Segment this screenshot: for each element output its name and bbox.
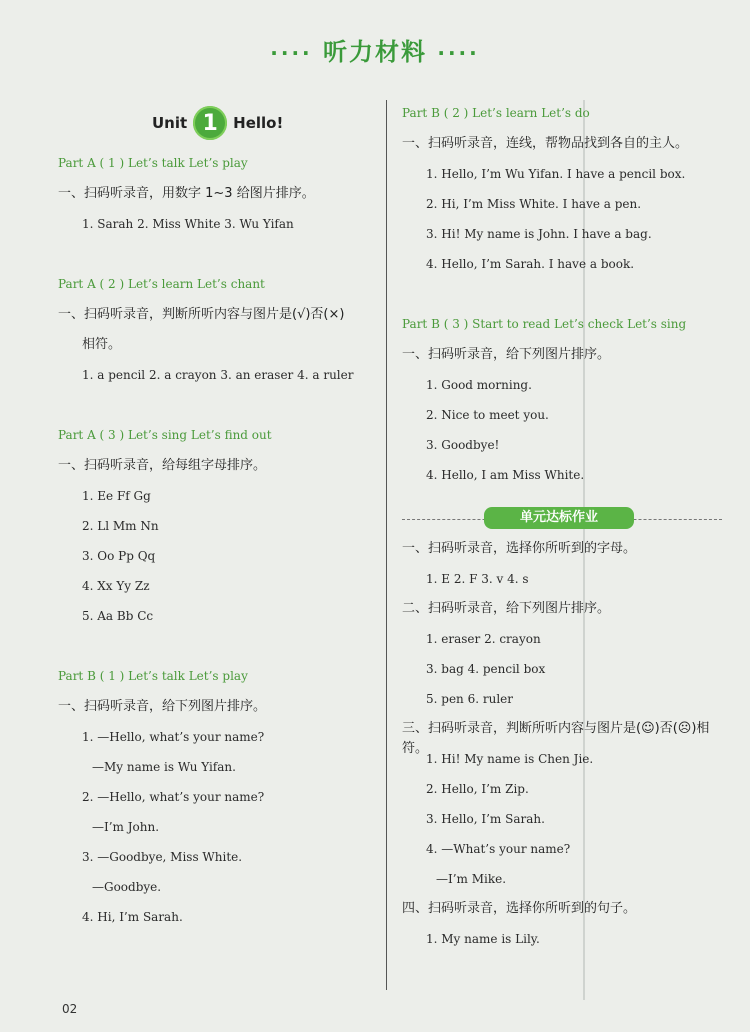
- answer-line: 3. Oo Pp Qq: [82, 549, 156, 563]
- unit-title: [152, 105, 283, 141]
- answer-line: 3. bag 4. pencil box: [426, 662, 546, 676]
- column-divider: [386, 100, 387, 990]
- answer-line: 2. Ll Mm Nn: [82, 519, 159, 533]
- section-heading: Part A ( 3 ) Let’s sing Let’s find out: [58, 428, 272, 442]
- question: 一、扫码听录音，用数字 1~3 给图片排序。: [58, 186, 315, 201]
- page-header: [0, 32, 750, 67]
- answer-line: 1. Good morning.: [426, 378, 532, 392]
- question: 一、扫码听录音，判断所听内容与图片是(√)否(×): [58, 307, 345, 322]
- question: 一、扫码听录音，给下列图片排序。: [58, 699, 267, 714]
- left-column: [58, 154, 378, 937]
- spacer: [58, 244, 378, 275]
- question: 一、扫码听录音，连线，帮物品找到各自的主人。: [402, 136, 689, 151]
- question: 一、扫码听录音，选择你所听到的字母。: [402, 541, 637, 556]
- page-number: 02: [62, 1002, 78, 1016]
- unit-number-badge: 1: [193, 106, 227, 140]
- answer-line: 3. Hello, I’m Sarah.: [426, 812, 545, 826]
- spacer: [58, 395, 378, 426]
- dialogue-line: —My name is Wu Yifan.: [92, 760, 236, 774]
- section-heading: Part A ( 1 ) Let’s talk Let’s play: [58, 156, 248, 170]
- question: 三、扫码听录音，判断所听内容与图片是(☺)否(☹)相符。: [402, 721, 710, 756]
- question-continued: 相符。: [82, 337, 122, 352]
- answer-line: 1. eraser 2. crayon: [426, 632, 541, 646]
- answer-line: 2. —Hello, what’s your name?: [82, 790, 265, 804]
- question: 四、扫码听录音，选择你所听到的句子。: [402, 901, 637, 916]
- section-heading: Part A ( 2 ) Let’s learn Let’s chant: [58, 277, 265, 291]
- question: 一、扫码听录音，给每组字母排序。: [58, 458, 267, 473]
- answer-line: 2. Hello, I’m Zip.: [426, 782, 529, 796]
- header-dots-right: ····: [437, 41, 480, 65]
- answer-line: 1. Ee Ff Gg: [82, 489, 151, 503]
- dialogue-line: —I’m Mike.: [436, 872, 507, 886]
- answer-line: 3. Hi! My name is John. I have a bag.: [426, 227, 652, 241]
- answer-line: 5. Aa Bb Cc: [82, 609, 154, 623]
- answer-line: 1. E 2. F 3. v 4. s: [426, 572, 529, 586]
- section-banner: 单元达标作业: [484, 507, 634, 529]
- section-heading: Part B ( 1 ) Let’s talk Let’s play: [58, 669, 248, 683]
- answer-line: 1. My name is Lily.: [426, 932, 540, 946]
- answer-line: 2. Hi, I’m Miss White. I have a pen.: [426, 197, 642, 211]
- section-banner-row: [402, 495, 722, 539]
- answer-line: 4. Hello, I’m Sarah. I have a book.: [426, 257, 635, 271]
- unit-name: Hello!: [233, 114, 284, 132]
- unit-label: Unit: [152, 114, 188, 132]
- question: 二、扫码听录音，给下列图片排序。: [402, 601, 611, 616]
- answer-line: 2. Nice to meet you.: [426, 408, 549, 422]
- answer-line: 5. pen 6. ruler: [426, 692, 513, 706]
- section-heading: Part B ( 3 ) Start to read Let’s check Let’s sing: [402, 317, 687, 331]
- section-heading: Part B ( 2 ) Let’s learn Let’s do: [402, 106, 590, 120]
- answer-line: 3. —Goodbye, Miss White.: [82, 850, 243, 864]
- dialogue-line: —Goodbye.: [92, 880, 162, 894]
- header-dots-left: ····: [270, 41, 313, 65]
- answer-line: 1. Sarah 2. Miss White 3. Wu Yifan: [82, 217, 294, 231]
- answer-line: 1. Hello, I’m Wu Yifan. I have a pencil box.: [426, 167, 686, 181]
- answer-line: 1. a pencil 2. a crayon 3. an eraser 4. a ruler: [82, 368, 354, 382]
- answer-line: 4. Hello, I am Miss White.: [426, 468, 585, 482]
- answer-line: 4. Xx Yy Zz: [82, 579, 150, 593]
- question: 一、扫码听录音，给下列图片排序。: [402, 347, 611, 362]
- answer-line: 4. —What’s your name?: [426, 842, 571, 856]
- right-column: [402, 104, 722, 959]
- page-title: 听力材料: [323, 38, 427, 66]
- spacer: [402, 284, 722, 315]
- answer-line: 1. —Hello, what’s your name?: [82, 730, 265, 744]
- answer-line: 4. Hi, I’m Sarah.: [82, 910, 183, 924]
- answer-line: 3. Goodbye!: [426, 438, 500, 452]
- spacer: [58, 636, 378, 667]
- answer-line: 1. Hi! My name is Chen Jie.: [426, 752, 594, 766]
- dialogue-line: —I’m John.: [92, 820, 160, 834]
